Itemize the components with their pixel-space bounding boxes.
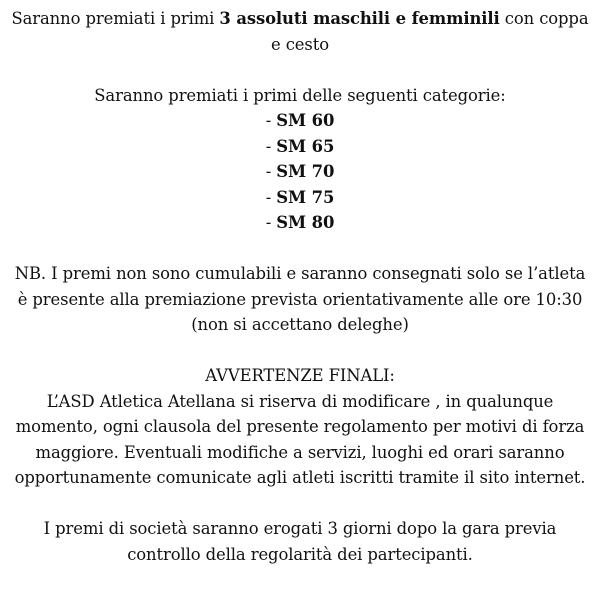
warnings-title: AVVERTENZE FINALI: xyxy=(205,366,395,385)
spacer xyxy=(8,236,592,262)
category-item: - SM 65 xyxy=(265,136,335,156)
spacer xyxy=(8,491,592,517)
category-item: - SM 60 xyxy=(265,111,335,130)
warnings-line: L’ASD Atletica Atellana si riserva di modificare , in qualunque xyxy=(46,391,554,411)
society-line: controllo della regolarità dei partecipanti. xyxy=(127,544,473,564)
categories-list xyxy=(8,108,592,236)
society-line: I premi di società saranno erogati 3 giorni dopo la gara previa xyxy=(43,519,557,538)
note-line: NB. I premi non sono cumulabili e saranno consegnati solo se l’atleta xyxy=(14,264,586,283)
note-line: (non si accettano deleghe) xyxy=(191,315,409,334)
warnings-line: opportunamente comunicate agli atleti iscritti tramite il sito internet. xyxy=(14,468,586,487)
warnings-line: momento, ogni clausola del presente regolamento per motivi di forza xyxy=(15,417,585,436)
category-item: - SM 75 xyxy=(265,187,335,207)
intro-paragraph xyxy=(8,6,592,57)
note-line: è presente alla premiazione prevista orientativamente alle ore 10:30 xyxy=(17,289,583,309)
intro-text-end: con coppa e cesto xyxy=(271,9,589,54)
category-item: - SM 80 xyxy=(265,213,335,232)
spacer xyxy=(8,338,592,364)
intro-bold-text: 3 assoluti maschili e femminili xyxy=(219,9,500,28)
warnings-line: maggiore. Eventuali modifiche a servizi, luoghi ed orari saranno xyxy=(35,442,565,462)
category-item: - SM 70 xyxy=(265,162,335,181)
intro-text-start: Saranno premiati i primi xyxy=(11,9,220,28)
spacer xyxy=(8,57,592,83)
categories-heading: Saranno premiati i primi delle seguenti categorie: xyxy=(94,85,506,105)
